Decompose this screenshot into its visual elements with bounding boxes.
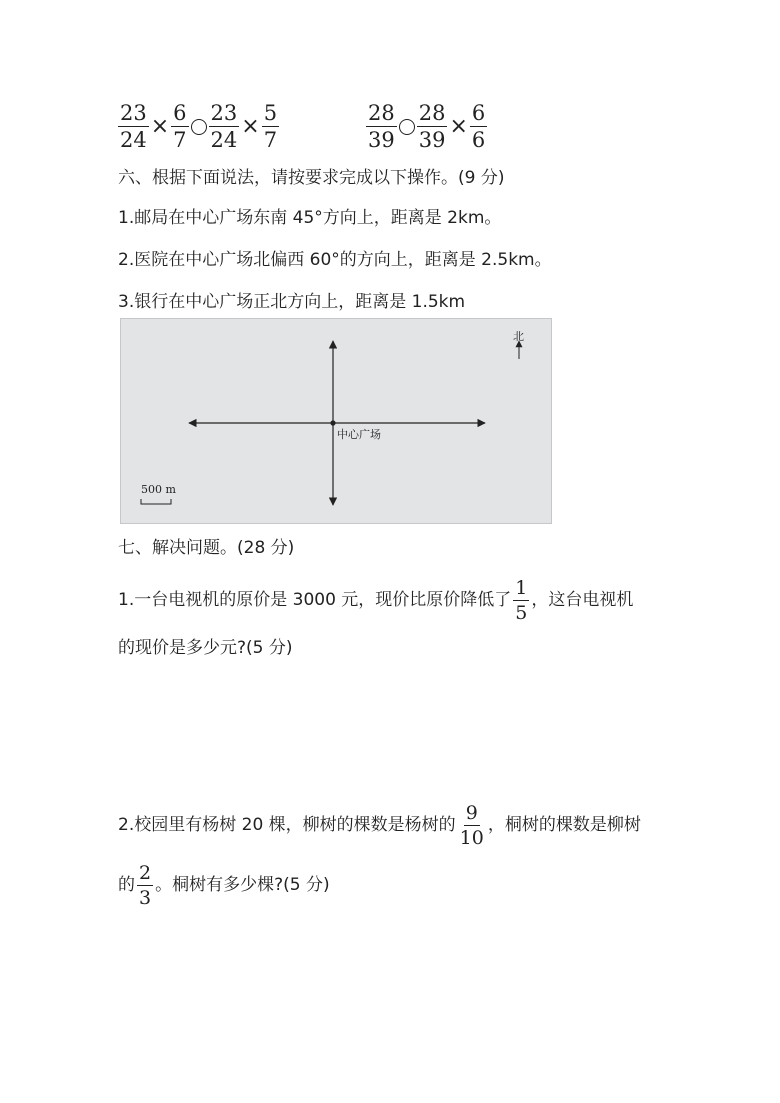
fraction: $\frac{1}{5}$ xyxy=(515,576,528,624)
scale-label: 500 m xyxy=(141,483,176,496)
scale-bar xyxy=(141,499,171,504)
question-1-line-1: 1.一台电视机的原价是 3000 元，现价比原价降低了 $\frac{1}{5}$ ，这台电视机 xyxy=(118,576,634,624)
fraction: $\frac{6}{7}$ xyxy=(173,101,187,152)
multiply-sign: × xyxy=(449,113,468,139)
fraction: $\frac{5}{7}$ xyxy=(263,101,278,152)
north-label: 北 xyxy=(513,330,524,343)
section-7-heading: 七、解决问题。(28 分) xyxy=(118,538,295,558)
multiply-sign: × xyxy=(241,113,260,139)
question-1-line-2: 的现价是多少元?(5 分) xyxy=(118,638,293,658)
expression-left xyxy=(118,100,279,153)
expression-right xyxy=(366,100,487,153)
section-6-item-3: 3.银行在中心广场正北方向上，距离是 1.5km xyxy=(118,292,466,312)
map-figure xyxy=(120,318,552,524)
question-2-line-2: 的 $\frac{2}{3}$ 。桐树有多少棵?(5 分) xyxy=(118,861,330,909)
center-point xyxy=(330,420,335,425)
multiply-sign: × xyxy=(150,113,170,139)
center-label: 中心广场 xyxy=(337,428,381,441)
section-6-item-1: 1.邮局在中心广场东南 45°方向上，距离是 2km。 xyxy=(118,208,502,228)
fraction: $\frac{28}{39}$ xyxy=(368,101,395,152)
compare-circle-blank[interactable] xyxy=(191,119,207,135)
compare-circle-blank[interactable] xyxy=(399,119,415,135)
fraction: $\frac{23}{24}$ xyxy=(210,101,238,152)
question-2-line-1: 2.校园里有杨树 20 棵，柳树的棵数是杨树的 $\frac{9}{10}$ ，桐树的棵数是柳树 xyxy=(118,801,641,849)
fraction: $\frac{2}{3}$ xyxy=(139,861,152,909)
fraction: $\frac{23}{24}$ xyxy=(120,101,147,152)
fraction: $\frac{28}{39}$ xyxy=(418,101,446,152)
section-6-heading: 六、根据下面说法，请按要求完成以下操作。(9 分) xyxy=(118,168,505,188)
map-axes xyxy=(121,319,553,525)
section-6-item-2: 2.医院在中心广场北偏西 60°的方向上，距离是 2.5km。 xyxy=(118,250,552,270)
fraction: $\frac{9}{10}$ xyxy=(459,801,484,849)
fraction: $\frac{6}{6}$ xyxy=(471,101,486,152)
